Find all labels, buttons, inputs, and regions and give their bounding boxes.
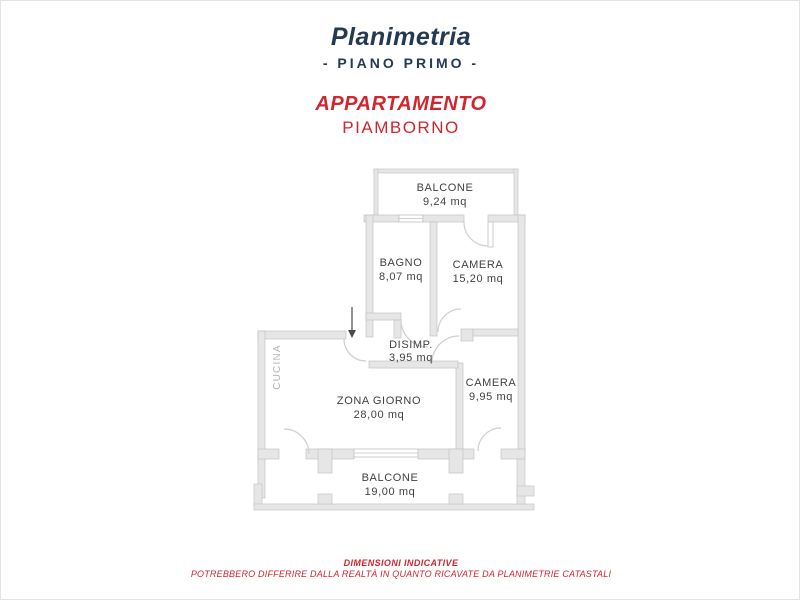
room-label-camera-1: CAMERA <box>452 259 504 271</box>
floor-subtitle: - PIANO PRIMO - <box>322 55 480 71</box>
room-label-bagno: BAGNO <box>379 257 423 269</box>
room-label-balcone-bottom: BALCONE <box>361 472 419 484</box>
room-area-camera-1: 15,20 mq <box>452 273 504 285</box>
kitchen-label: CUCINA <box>272 344 283 390</box>
room-area-zona-giorno: 28,00 mq <box>353 409 405 421</box>
unit-label: PIAMBORNO <box>342 118 460 137</box>
room-area-disimpegno: 3,95 mq <box>389 352 433 364</box>
room-label-zona-giorno: ZONA GIORNO <box>336 395 422 407</box>
room-area-bagno: 8,07 mq <box>379 271 423 283</box>
room-label-disimpegno: DISIMP. <box>389 339 433 351</box>
room-label-camera-2: CAMERA <box>465 377 517 389</box>
room-area-balcone-bottom: 19,00 mq <box>364 486 416 498</box>
room-area-camera-2: 9,95 mq <box>469 391 513 403</box>
disclaimer-text: POTREBBERO DIFFERIRE DALLA REALTÀ IN QUANTO RICAVATE DA PLANIMETRIE CATASTALI <box>190 569 612 579</box>
floor-plan-drawing <box>1 1 800 600</box>
disclaimer-title: DIMENSIONI INDICATIVE <box>343 558 459 568</box>
entrance-arrow <box>348 307 356 338</box>
room-label-balcone-top: BALCONE <box>416 182 474 194</box>
building-label: APPARTAMENTO <box>315 93 487 115</box>
apartment-bottom-wall <box>258 449 525 473</box>
apartment-top-wall <box>364 215 525 222</box>
page-title: Planimetria <box>330 23 472 51</box>
room-area-balcone-top: 9,24 mq <box>423 196 467 208</box>
footer-disclaimer <box>1 558 800 579</box>
balcony-bottom-walls <box>254 459 534 510</box>
